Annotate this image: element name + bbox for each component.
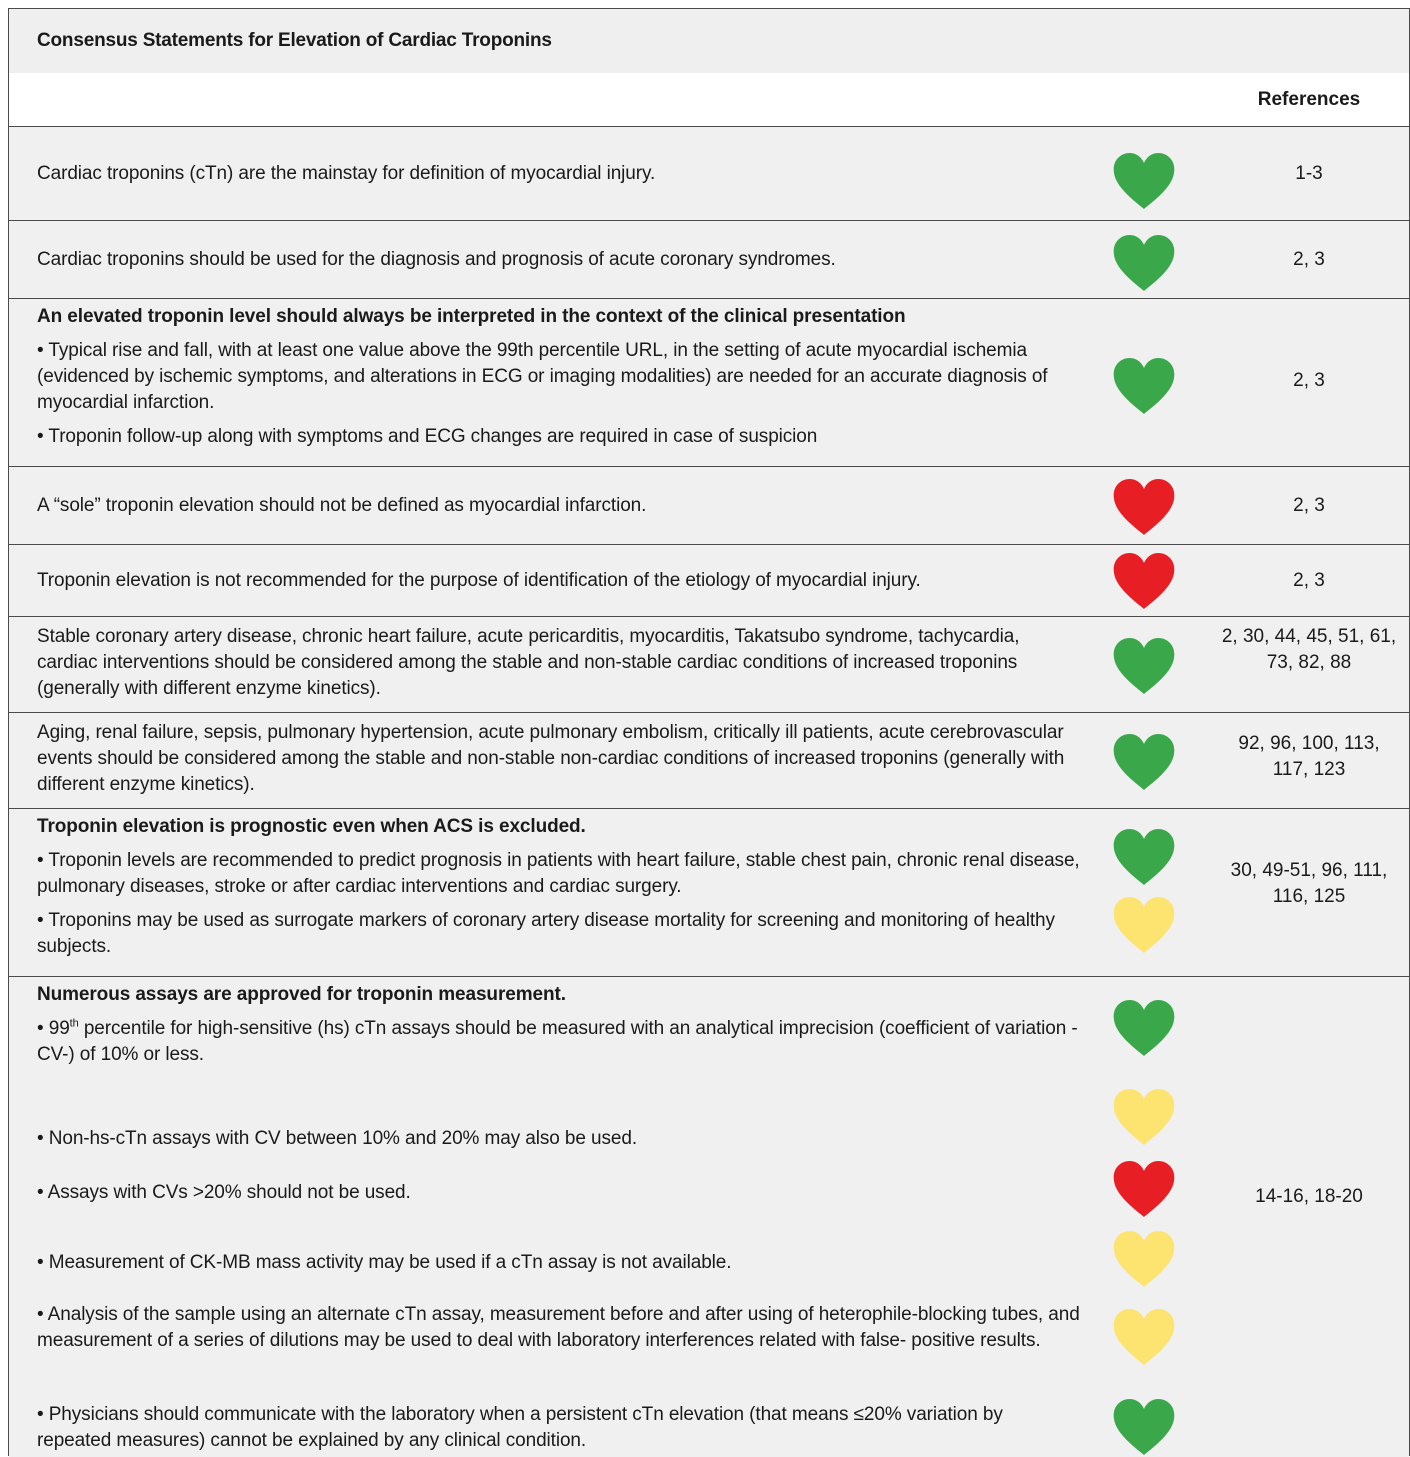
statement-paragraph: • Measurement of CK-MB mass activity may be used if a cTn assay is not available. <box>37 1252 732 1273</box>
green-heart-icon <box>1112 998 1176 1058</box>
superscript: th <box>69 1017 79 1030</box>
statement-text <box>37 568 1082 594</box>
references-cell: 1-3 <box>1295 163 1323 184</box>
bullet-text: percentile for high-sensitive (hs) cTn assays should be measured with an analytical imprecision (coefficient of variation -CV-) of 10% or less. <box>37 1018 1078 1065</box>
bullet-text: • 99 <box>37 1018 70 1039</box>
statement-paragraph: • Physicians should communicate with the laboratory when a persistent cTn elevation (that means ≤20% variation by repeated measures) cannot be explained by any clinical condition. <box>37 1404 1003 1451</box>
green-heart-icon <box>1112 827 1176 887</box>
table-row <box>9 977 1409 1457</box>
yellow-heart-icon <box>1112 895 1176 955</box>
statement-paragraph: Aging, renal failure, sepsis, pulmonary hypertension, acute pulmonary embolism, critically ill patients, acute cerebrovascular events should be considered among the stable and non-stable non-cardiac conditions of increased troponins (generally with different enzyme kinetics). <box>37 722 1065 795</box>
red-heart-icon <box>1112 477 1176 537</box>
references-cell: 2, 3 <box>1293 370 1325 391</box>
statement-paragraph: Troponin elevation is not recommended for the purpose of identification of the etiology of myocardial injury. <box>37 570 921 591</box>
table-row <box>9 299 1409 467</box>
references-cell: 2, 3 <box>1293 570 1325 591</box>
statement-paragraph: Cardiac troponins (cTn) are the mainstay for definition of myocardial injury. <box>37 163 656 184</box>
table-title: Consensus Statements for Elevation of Cardiac Troponins <box>9 9 1409 73</box>
statement-paragraph: Cardiac troponins should be used for the diagnosis and prognosis of acute coronary syndromes. <box>37 249 836 270</box>
table-row <box>9 713 1409 809</box>
statement-paragraph: • Analysis of the sample using an alternate cTn assay, measurement before and after using of heterophile-blocking tubes, and measurement of a series of dilutions may be used to deal with laboratory interferences related with false- positive results. <box>37 1304 1080 1351</box>
statement-text <box>37 493 1082 519</box>
statement-paragraph: • Non-hs-cTn assays with CV between 10% and 20% may also be used. <box>37 1128 638 1149</box>
red-heart-icon <box>1112 1159 1176 1219</box>
green-heart-icon <box>1112 151 1176 211</box>
table-row <box>9 617 1409 713</box>
statement-heading: Troponin elevation is prognostic even when ACS is excluded. <box>37 816 586 837</box>
references-column-header: References <box>1257 89 1361 110</box>
red-heart-icon <box>1112 551 1176 611</box>
statement-paragraph: • Assays with CVs >20% should not be used. <box>37 1182 411 1203</box>
references-cell: 30, 49-51, 96, 111, 116, 125 <box>1230 860 1388 907</box>
statement-paragraph: A “sole” troponin elevation should not be defined as myocardial infarction. <box>37 495 647 516</box>
consensus-table <box>8 8 1410 1456</box>
green-heart-icon <box>1112 233 1176 293</box>
statement-text <box>37 247 1082 273</box>
statement-text <box>37 304 1082 450</box>
green-heart-icon <box>1112 732 1176 792</box>
statement-text <box>37 161 1082 187</box>
statement-heading: Numerous assays are approved for troponin measurement. <box>37 984 566 1005</box>
references-cell: 2, 3 <box>1293 249 1325 270</box>
statement-heading: An elevated troponin level should always be interpreted in the context of the clinical presentation <box>37 306 906 327</box>
yellow-heart-icon <box>1112 1087 1176 1147</box>
statement-text <box>37 720 1082 798</box>
statement-paragraph <box>37 1016 1082 1068</box>
statement-text <box>37 814 1082 960</box>
table-row <box>9 809 1409 977</box>
statement-text <box>37 624 1082 702</box>
green-heart-icon <box>1112 1397 1176 1457</box>
table-row <box>9 221 1409 299</box>
references-cell: 92, 96, 100, 113, 117, 123 <box>1238 733 1380 780</box>
references-cell: 2, 3 <box>1293 495 1325 516</box>
table-row <box>9 467 1409 545</box>
table-row <box>9 545 1409 617</box>
table-row <box>9 127 1409 221</box>
statement-paragraph: • Troponins may be used as surrogate markers of coronary artery disease mortality for screening and monitoring of healthy subjects. <box>37 910 1055 957</box>
references-cell: 2, 30, 44, 45, 51, 61, 73, 82, 88 <box>1221 626 1397 673</box>
statement-paragraph: • Typical rise and fall, with at least one value above the 99th percentile URL, in the setting of acute myocardial ischemia (evidenced by ischemic symptoms, and alterations in ECG or imaging modalities) are needed for an accurate diagnosis of myocardial infarction. <box>37 340 1048 413</box>
green-heart-icon <box>1112 356 1176 416</box>
statement-paragraph: • Troponin levels are recommended to predict prognosis in patients with heart failure, stable chest pain, chronic renal disease, pulmonary diseases, stroke or after cardiac interventions and cardiac surgery. <box>37 850 1080 897</box>
yellow-heart-icon <box>1112 1307 1176 1367</box>
references-cell: 14-16, 18-20 <box>1255 1186 1363 1207</box>
column-header-row <box>9 73 1409 127</box>
yellow-heart-icon <box>1112 1229 1176 1289</box>
green-heart-icon <box>1112 636 1176 696</box>
statement-paragraph: Stable coronary artery disease, chronic heart failure, acute pericarditis, myocarditis, Takatsubo syndrome, tachycardia, cardiac interventions should be considered among the stable and non-stable cardiac conditions of increased troponins (generally with different enzyme kinetics). <box>37 626 1020 699</box>
statement-paragraph: • Troponin follow-up along with symptoms and ECG changes are required in case of suspicion <box>37 426 818 447</box>
